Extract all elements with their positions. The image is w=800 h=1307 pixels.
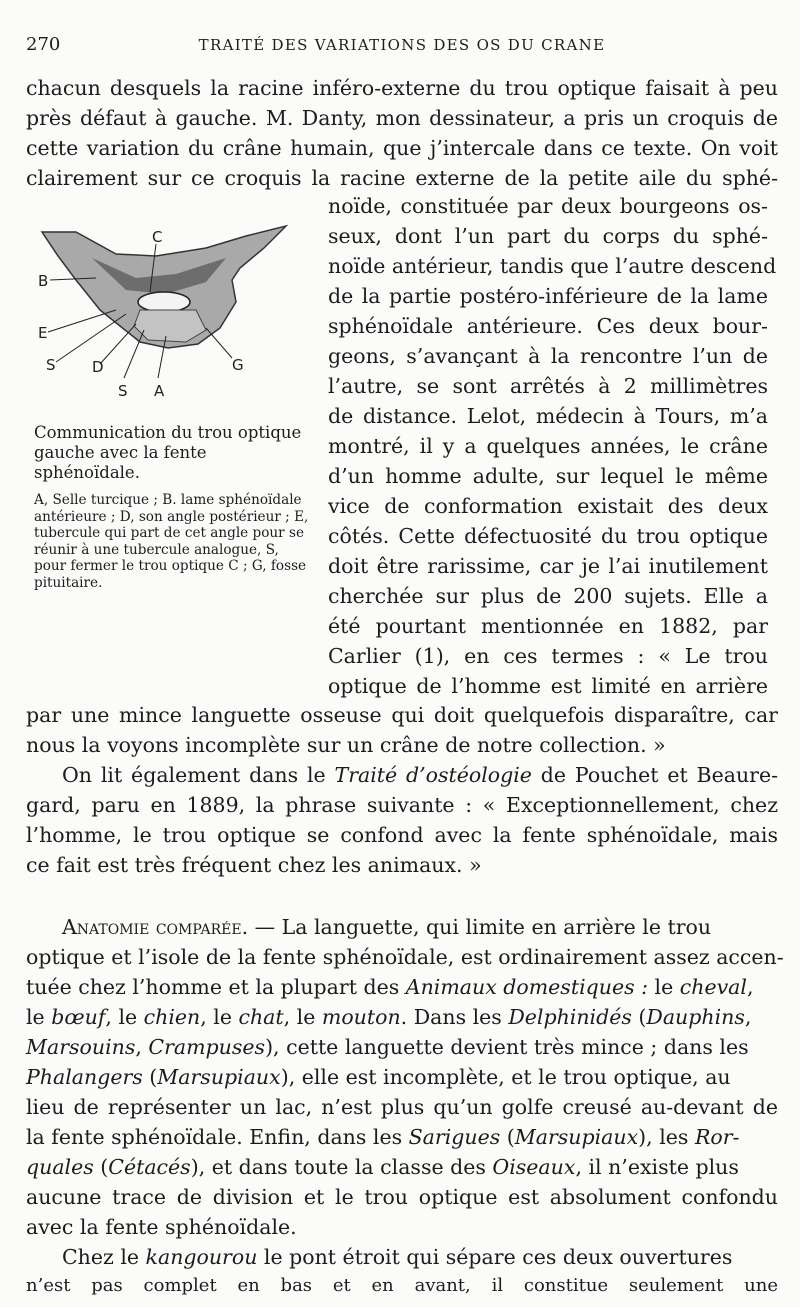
text-line: cette variation du crâne humain, que j’intercale dans ce texte. On voit (26, 136, 778, 160)
text-line: avec la fente sphénoïdale. (26, 1215, 297, 1239)
text-line: doit être rarissime, car je l’ai inutilement (328, 554, 768, 578)
text-line: par une mince languette osseuse qui doit quelquefois disparaître, car (26, 703, 778, 727)
optic-foramen (138, 292, 190, 312)
section-heading: Anatomie comparée. (62, 915, 249, 939)
text-line: lieu de représenter un lac, n’est plus qu’un golfe creusé au-devant de (26, 1095, 778, 1119)
text-line: geons, s’avançant à la rencontre l’un de (328, 344, 768, 368)
figure-label: G (232, 356, 244, 374)
figure-label: C (152, 228, 163, 246)
text-line: Marsouins, Crampuses), cette languette devient très mince ; dans les (26, 1035, 749, 1059)
page-number: 270 (26, 34, 61, 55)
text-line: noïde antérieur, tandis que l’autre descend (328, 254, 777, 278)
text-line: le bœuf, le chien, le chat, le mouton. Dans les Delphinidés (Dauphins, (26, 1005, 752, 1029)
text-line: Chez le kangourou le pont étroit qui sépare ces deux ouvertures (62, 1245, 733, 1269)
text-line: nous la voyons incomplète sur un crâne de notre collection. » (26, 733, 666, 757)
text-line: chacun desquels la racine inféro-externe du trou optique faisait à peu (26, 76, 778, 100)
text-line: montré, il y a quelques années, le crâne (328, 434, 768, 458)
text-line: n’est pas complet en bas et en avant, il constitue seulement une (26, 1275, 778, 1296)
text-line: tuée chez l’homme et la plupart des Animaux domestiques : le cheval, (26, 975, 754, 999)
figure-label: D (92, 358, 104, 376)
text-line: de distance. Lelot, médecin à Tours, m’a (328, 404, 768, 428)
page-header (26, 34, 778, 58)
text-line: On lit également dans le Traité d’ostéologie de Pouchet et Beaure- (62, 763, 779, 787)
text-line: cherchée sur plus de 200 sujets. Elle a (328, 584, 768, 608)
text-line: sphénoïdale antérieure. Ces deux bour- (328, 314, 768, 338)
text-line: l’autre, se sont arrêtés à 2 millimètres (328, 374, 768, 398)
figure-label: S (46, 356, 56, 374)
running-title: TRAITÉ DES VARIATIONS DES OS DU CRANE (198, 36, 606, 54)
text-line: la fente sphénoïdale. Enfin, dans les Sarigues (Marsupiaux), les Ror- (26, 1125, 740, 1149)
figure-caption-legend: A, Selle turcique ; B. lame sphénoïdale antérieure ; D, son angle postérieur ; E, tubercule qui part de cet angle pour se réunir à une tubercule analogue, S, pour fermer le trou optique C ; G, fosse pituitaire. (34, 492, 309, 591)
text-line: optique et l’isole de la fente sphénoïdale, est ordinairement assez accen- (26, 945, 784, 969)
figure-caption-title: Communication du trou optique gauche avec la fente sphénoïdale. (34, 423, 302, 482)
figure-label: A (154, 382, 165, 400)
text-line: noïde, constituée par deux bourgeons os- (328, 194, 768, 218)
text-line: vice de conformation existait des deux (328, 494, 768, 518)
text-line: près défaut à gauche. M. Danty, mon dessinateur, a pris un croquis de (26, 106, 778, 130)
text-line: Phalangers (Marsupiaux), elle est incomplète, et le trou optique, au (26, 1065, 731, 1089)
text-line: été pourtant mentionnée en 1882, par (328, 614, 768, 638)
text-line: de la partie postéro-inférieure de la lame (328, 284, 768, 308)
text-line: Carlier (1), en ces termes : « Le trou (328, 644, 768, 668)
skull-figure (36, 218, 298, 414)
text-line: l’homme, le trou optique se confond avec la fente sphénoïdale, mais (26, 823, 778, 847)
text-line: gard, paru en 1889, la phrase suivante : « Exceptionnellement, chez (26, 793, 778, 817)
text-line: d’un homme adulte, sur lequel le même (328, 464, 768, 488)
figure-label: E (38, 324, 48, 342)
figure-label: S (118, 382, 128, 400)
figure-label: B (38, 272, 49, 290)
text-line: côtés. Cette défectuosité du trou optique (328, 524, 768, 548)
text-line: aucune trace de division et le trou optique est absolument confondu (26, 1185, 778, 1209)
text-line: optique de l’homme est limité en arrière (328, 674, 768, 698)
text-line: quales (Cétacés), et dans toute la classe des Oiseaux, il n’existe plus (26, 1155, 739, 1179)
text-line: Anatomie comparée. — La languette, qui limite en arrière le trou (62, 915, 712, 939)
text-line: ce fait est très fréquent chez les animaux. » (26, 853, 482, 877)
text-line: seux, dont l’un part du corps du sphé- (328, 224, 768, 248)
text-line: clairement sur ce croquis la racine externe de la petite aile du sphé- (26, 166, 778, 190)
